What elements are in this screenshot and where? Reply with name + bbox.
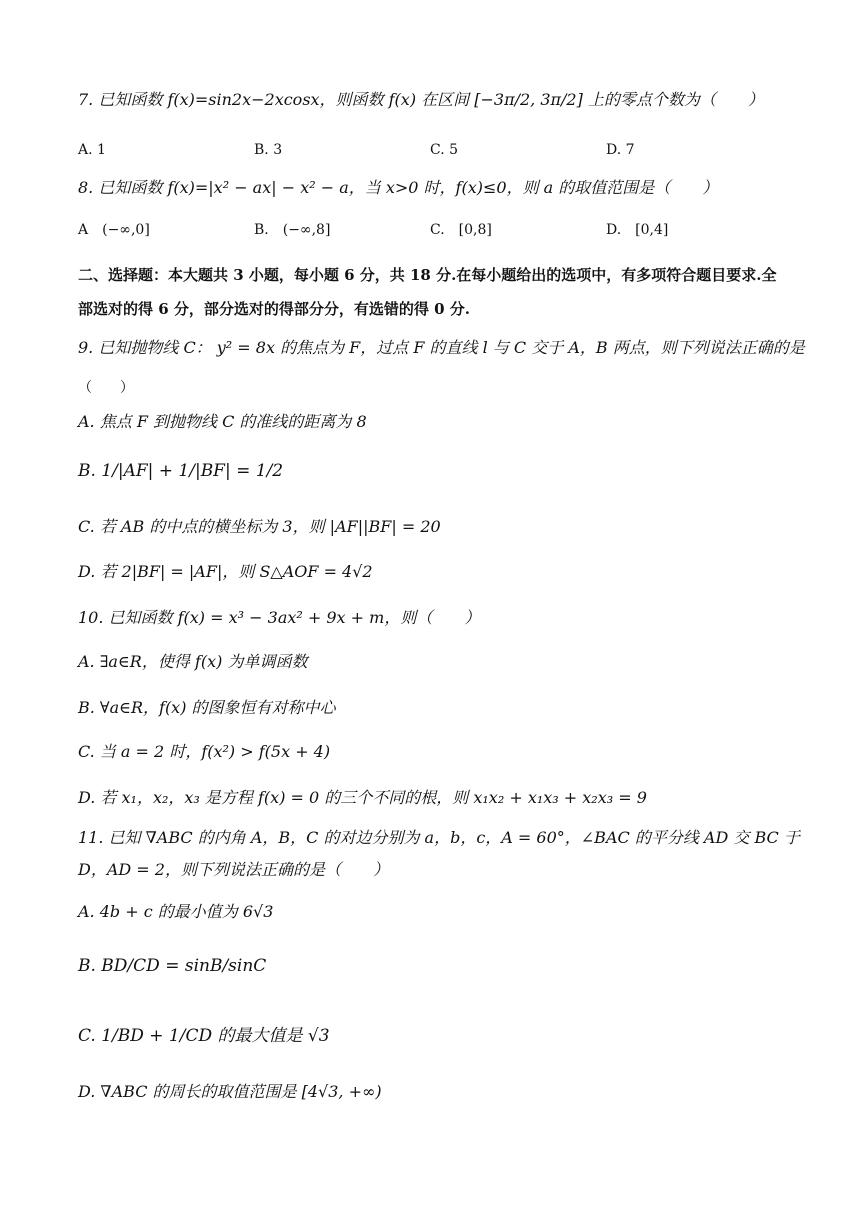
question-11-stem-line1: 11. 已知 ∇ABC 的内角 A，B，C 的对边分别为 a，b，c，A = 60°，∠BAC 的平分线 AD 交 BC 于	[78, 828, 800, 847]
q7-option-a: A. 1	[78, 142, 106, 158]
question-10-stem: 10. 已知函数 f(x) = x³ − 3ax² + 9x + m，则（ ）	[78, 608, 481, 627]
q9-option-a: A. 焦点 F 到抛物线 C 的准线的距离为 8	[78, 412, 367, 431]
q9-option-c: C. 若 AB 的中点的横坐标为 3，则 |AF||BF| = 20	[78, 517, 441, 536]
q9-option-d: D. 若 2|BF| = |AF|，则 S△AOF = 4√2	[78, 562, 373, 581]
question-11-stem-line2: D，AD = 2，则下列说法正确的是（ ）	[78, 860, 389, 879]
q10-option-c: C. 当 a = 2 时，f(x²) > f(5x + 4)	[78, 742, 331, 761]
q8-option-d: D. [0,4]	[606, 222, 669, 238]
q10-option-a: A. ∃a∈R，使得 f(x) 为单调函数	[78, 652, 308, 671]
question-8-options	[78, 220, 778, 240]
question-8-stem: 8. 已知函数 f(x)=|x² − ax| − x² − a，当 x>0 时，f(x)≤0，则 a 的取值范围是（ ）	[78, 178, 719, 197]
q7-option-d: D. 7	[606, 142, 635, 158]
q11-option-b: B. BD/CD = sinB/sinC	[78, 956, 267, 976]
q7-option-b: B. 3	[254, 142, 283, 158]
section-2-heading: 二、选择题：本大题共 3 小题，每小题 6 分，共 18 分.在每小题给出的选项中，有多项符合题目要求.全部选对的得 6 分，部分选对的得部分分，有选错的得 0 分.	[78, 266, 777, 318]
q8-option-c: C. [0,8]	[430, 222, 492, 238]
q8-option-a: A (−∞,0]	[78, 222, 150, 238]
q9-option-b: B. 1/|AF| + 1/|BF| = 1/2	[78, 461, 284, 481]
question-7-options	[78, 140, 778, 160]
question-9-paren: （ ）	[78, 380, 134, 396]
question-7-stem: 7. 已知函数 f(x)=sin2x−2xcosx，则函数 f(x) 在区间 [−3π/2, 3π/2] 上的零点个数为（ ）	[78, 90, 764, 109]
q11-option-a: A. 4b + c 的最小值为 6√3	[78, 902, 274, 921]
q10-option-d: D. 若 x₁，x₂，x₃ 是方程 f(x) = 0 的三个不同的根，则 x₁x₂ + x₁x₃ + x₂x₃ = 9	[78, 788, 647, 807]
q10-option-b: B. ∀a∈R，f(x) 的图象恒有对称中心	[78, 698, 336, 717]
question-9-stem: 9. 已知抛物线 C： y² = 8x 的焦点为 F，过点 F 的直线 l 与 C 交于 A，B 两点，则下列说法正确的是	[78, 338, 805, 357]
q11-option-d: D. ∇ABC 的周长的取值范围是 [4√3, +∞)	[78, 1082, 382, 1101]
q8-option-b: B. (−∞,8]	[254, 222, 331, 238]
q11-option-c: C. 1/BD + 1/CD 的最大值是 √3	[78, 1026, 330, 1046]
q7-option-c: C. 5	[430, 142, 459, 158]
